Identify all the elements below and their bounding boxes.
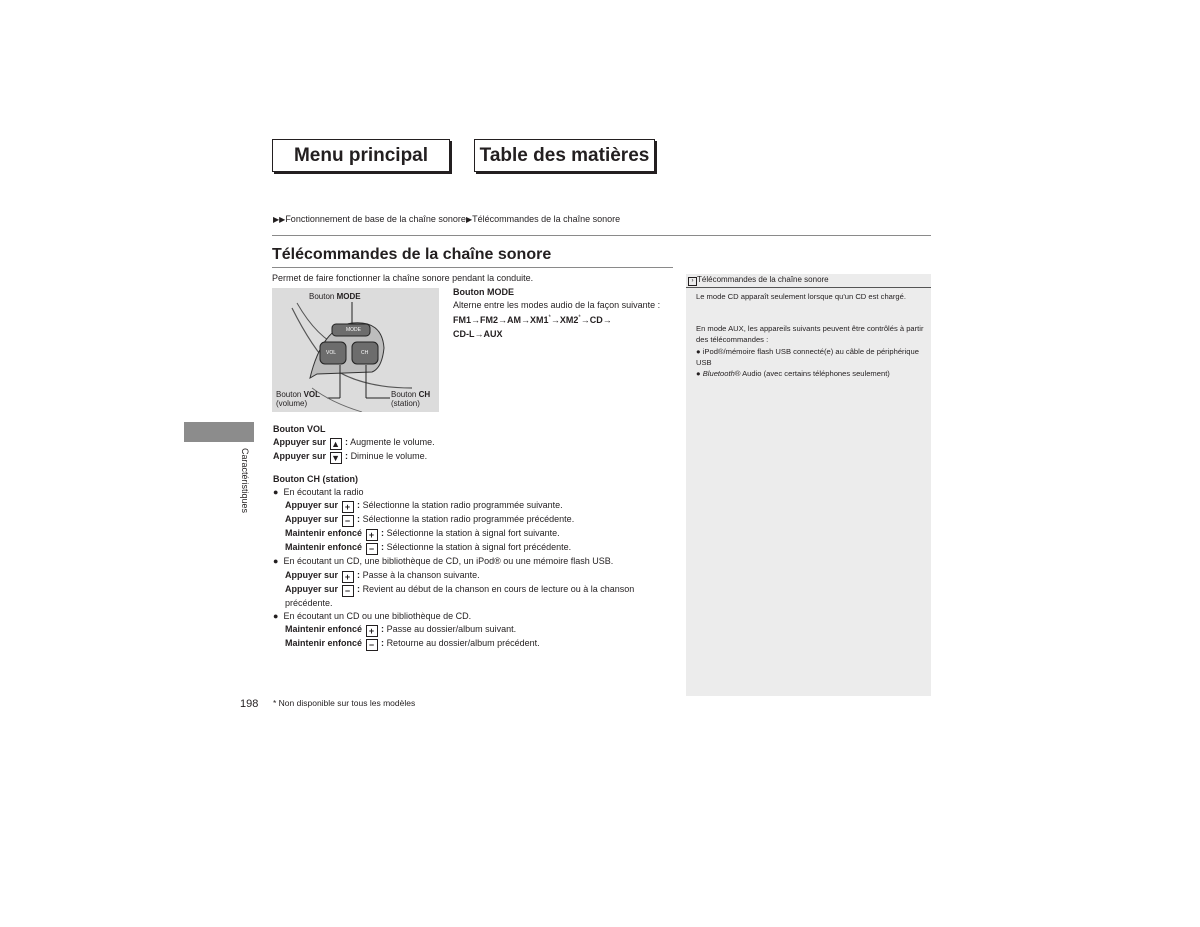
minus-icon: − — [366, 639, 378, 651]
section-intro: Permet de faire fonctionner la chaîne sonore pendant la conduite. — [272, 273, 534, 283]
ch-cd-bullet: ● En écoutant un CD, une bibliothèque de CD, un iPod® ou une mémoire flash USB. — [273, 556, 614, 567]
minus-icon: − — [366, 543, 378, 555]
steering-controls-diagram — [272, 288, 439, 412]
side-note-p1: Le mode CD apparaît seulement lorsque qu'un CD est chargé. — [696, 292, 906, 301]
vol-button-text: VOL — [326, 350, 337, 356]
page-number: 198 — [240, 698, 259, 710]
minus-icon: − — [342, 515, 354, 527]
plus-icon: + — [342, 571, 354, 583]
side-note-bullet-1: ● iPod®/mémoire flash USB connecté(e) au câble de périphérique USB — [696, 347, 919, 367]
ch-lib-row-1: Maintenir enfoncé + : Passe au dossier/album suivant. — [285, 624, 517, 637]
bullet-icon: ● — [273, 610, 279, 621]
mode-sequence-line-2: CD-L→AUX — [453, 328, 503, 339]
vol-block — [273, 423, 435, 464]
side-note-title: › Télécommandes de la chaîne sonore — [688, 275, 829, 286]
bullet-icon: ● — [273, 556, 279, 567]
ch-cd-row-2-cont: précédente. — [285, 597, 333, 608]
bullet-icon: ● — [273, 487, 279, 498]
ch-block — [273, 473, 673, 651]
side-note-divider — [686, 287, 931, 288]
plus-icon: + — [342, 501, 354, 513]
vol-heading: Bouton VOL — [273, 424, 326, 434]
bullet-icon: ● — [696, 369, 701, 378]
plus-icon: + — [366, 625, 378, 637]
mode-block — [453, 286, 660, 341]
mode-button-label: Bouton MODE — [309, 292, 361, 301]
section-title: Télécommandes de la chaîne sonore — [272, 246, 552, 263]
minus-icon: − — [342, 585, 354, 597]
ch-button-label: Bouton CH (station) — [391, 390, 431, 408]
ch-cd-row-2: Appuyer sur − : Revient au début de la chanson en cours de lecture ou à la chanson — [285, 583, 635, 596]
chapter-tab-label[interactable]: Caractéristiques — [240, 448, 250, 514]
chapter-tab-marker — [184, 422, 254, 442]
ch-button-text: CH — [361, 350, 369, 356]
breadcrumb-arrow-icon: ▶▶ — [273, 215, 286, 224]
side-note-p2: En mode AUX, les appareils suivants peuvent être contrôlés à partir des télécommandes : — [696, 324, 924, 344]
ch-radio-row-2: Appuyer sur − : Sélectionne la station radio programmée précédente. — [285, 514, 575, 527]
plus-icon: + — [366, 529, 378, 541]
ch-radio-row-4: Maintenir enfoncé − : Sélectionne la station à signal fort précédente. — [285, 542, 572, 555]
mode-button-text: MODE — [346, 327, 361, 333]
vol-down-row: Appuyer sur ▼ : Diminue le volume. — [273, 451, 428, 464]
ch-radio-row-3: Maintenir enfoncé + : Sélectionne la station à signal fort suivante. — [285, 528, 560, 541]
side-note-bullet-2: ● Bluetooth® Audio (avec certains téléphones seulement) — [696, 369, 890, 378]
mode-heading: Bouton MODE — [453, 287, 514, 297]
table-of-contents-button[interactable]: Table des matières — [474, 139, 655, 172]
vol-up-row: Appuyer sur ▲ : Augmente le volume. — [273, 437, 435, 450]
triangle-up-icon: ▲ — [331, 439, 340, 450]
breadcrumb — [273, 214, 620, 224]
ch-radio-row-1: Appuyer sur + : Sélectionne la station radio programmée suivante. — [285, 500, 563, 513]
vol-button-label: Bouton VOL (volume) — [276, 390, 321, 408]
ch-lib-bullet: ● En écoutant un CD ou une bibliothèque de CD. — [273, 610, 472, 621]
ch-heading: Bouton CH (station) — [273, 474, 358, 484]
note-icon: › — [688, 277, 697, 286]
ch-cd-row-1: Appuyer sur + : Passe à la chanson suivante. — [285, 569, 480, 582]
breadcrumb-arrow-icon: ▶ — [465, 215, 473, 224]
breadcrumb-link-1[interactable]: Fonctionnement de base de la chaîne sonore — [285, 214, 466, 224]
header-divider — [272, 235, 931, 236]
mode-sequence-line-1: FM1→FM2→AM→XM1*→XM2*→CD→ — [453, 315, 612, 326]
triangle-down-icon: ▼ — [331, 453, 340, 464]
ch-lib-row-2: Maintenir enfoncé − : Retourne au dossier/album précédent. — [285, 638, 540, 651]
mode-description: Alterne entre les modes audio de la façon suivante : — [453, 300, 661, 311]
footnote: * Non disponible sur tous les modèles — [273, 698, 416, 708]
title-underline — [272, 267, 673, 268]
main-menu-button[interactable]: Menu principal — [272, 139, 450, 172]
breadcrumb-link-2[interactable]: Télécommandes de la chaîne sonore — [472, 214, 621, 224]
bullet-icon: ● — [696, 347, 701, 356]
ch-radio-bullet: ● En écoutant la radio — [273, 487, 364, 498]
